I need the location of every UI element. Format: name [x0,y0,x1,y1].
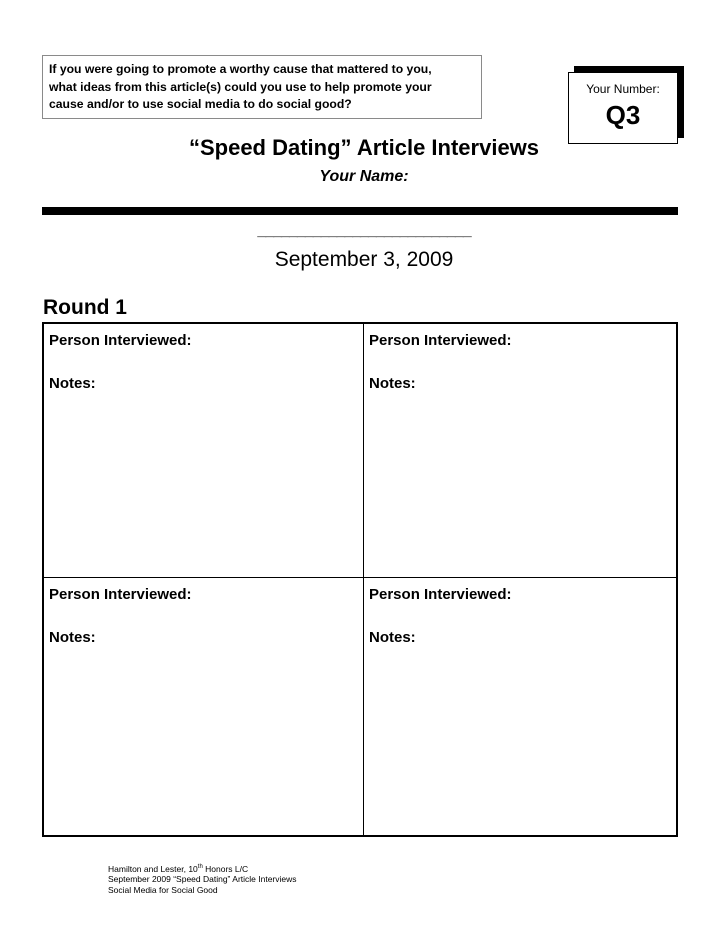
person-interviewed-label: Person Interviewed: [49,586,192,603]
number-label: Your Number: [586,82,660,96]
prompt-line-1: If you were going to promote a worthy cause that mattered to you, [49,62,432,76]
number-value: Q3 [605,100,641,130]
notes-label: Notes: [49,375,96,392]
number-box [568,72,678,144]
footer [108,862,297,895]
interview-grid [42,322,678,837]
prompt-line-2: what ideas from this article(s) could you use to help promote your [49,79,432,94]
footer-line-1 [108,862,297,874]
notes-label: Notes: [369,629,416,646]
date: September 3, 2009 [274,248,454,271]
footer-superscript: th [197,864,203,870]
name-label: Your Name: [319,168,409,185]
footer-line-2: September 2009 “Speed Dating” Article Interviews [108,874,297,885]
page-title: “Speed Dating” Article Interviews [188,135,540,160]
interview-cell [364,324,676,578]
round-label: Round 1 [43,296,127,319]
person-interviewed-label: Person Interviewed: [49,332,192,349]
person-interviewed-label: Person Interviewed: [369,332,512,349]
footer-line-1-tail: Honors L/C [202,863,249,874]
interview-cell [44,324,364,578]
footer-line-3: Social Media for Social Good [108,884,218,895]
notes-label: Notes: [49,629,96,646]
interview-cell [364,578,676,835]
footer-line-1-text: Hamilton and Lester, 10 [108,863,198,874]
prompt-line-3: cause and/or to use social media to do social good? [49,97,352,111]
divider-rule [42,207,678,215]
interview-cell [44,578,364,835]
notes-label: Notes: [369,375,416,392]
name-line: ___________________________ [257,222,471,239]
person-interviewed-label: Person Interviewed: [369,586,512,603]
prompt-box [42,55,482,119]
